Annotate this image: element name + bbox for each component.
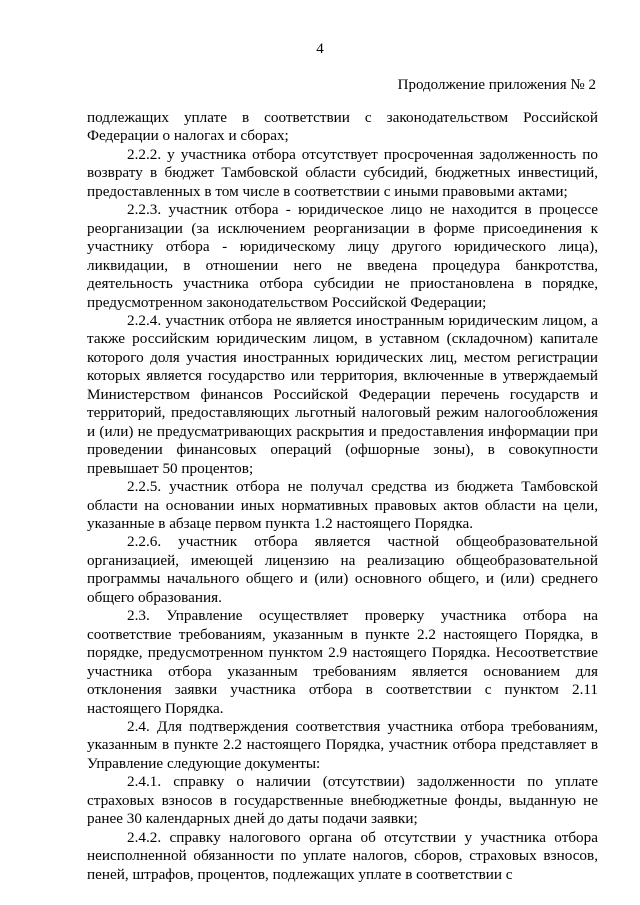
document-body <box>87 109 598 884</box>
page-number: 4 <box>316 41 324 57</box>
paragraph-2-2-2: 2.2.2. у участника отбора отсутствует просроченная задолженность по возврату в бюджет Тамбовской области субсидий, бюджетных инвестиций, предоставленных в том числе в соответствии с иными правовыми актами; <box>87 145 598 200</box>
paragraph-2-2-4: 2.2.4. участник отбора не является иностранным юридическим лицом, а также российским юридическим лицом, в уставном (складочном) капитале которого доля участия иностранных юридических лиц, местом регистрации которых является государство или территория, включенные в утверждаемый Министерством финансов Российской Федерации перечень государств и территорий, предоставляющих льготный налоговый режим налогообложения и (или) не предусматривающих раскрытия и предоставления информации при проведении финансовых операций (офшорные зоны), в совокупности превышает 50 процентов; <box>87 311 598 477</box>
appendix-continuation-header: Продолжение приложения № 2 <box>397 77 596 93</box>
paragraph-2-2-3: 2.2.3. участник отбора - юридическое лицо не находится в процессе реорганизации (за исключением реорганизации в форме присоединения к участнику отбора - юридическому лицу другого юридического лица), ликвидации, в отношении него не введена процедура банкротства, деятельность участника отбора субсидии не приостановлена в порядке, предусмотренном законодательством Российской Федерации; <box>87 201 598 311</box>
paragraph-2-3: 2.3. Управление осуществляет проверку участника отбора на соответствие требованиям, указанным в пункте 2.2 настоящего Порядка, в порядке, предусмотренном пунктом 2.9 настоящего Порядка. Несоответствие участника отбора указанным требованиям является основанием для отклонения заявки участника отбора в соответствии с пунктом 2.11 настоящего Порядка. <box>87 607 598 717</box>
paragraph-2-4-2: 2.4.2. справку налогового органа об отсутствии у участника отбора неисполненной обязанности по уплате налогов, сборов, страховых взносов, пеней, штрафов, процентов, подлежащих уплате в соответствии с <box>87 828 598 883</box>
paragraph-2-4: 2.4. Для подтверждения соответствия участника отбора требованиям, указанным в пункте 2.2 настоящего Порядка, участник отбора представляет в Управление следующие документы: <box>87 717 598 772</box>
paragraph-continuation: подлежащих уплате в соответствии с законодательством Российской Федерации о налогах и сборах; <box>87 109 598 145</box>
paragraph-2-4-1: 2.4.1. справку о наличии (отсутствии) задолженности по уплате страховых взносов в государственные внебюджетные фонды, выданную не ранее 30 календарных дней до даты подачи заявки; <box>87 773 598 828</box>
paragraph-2-2-6: 2.2.6. участник отбора является частной общеобразовательной организацией, имеющей лицензию на реализацию общеобразовательной программы начального общего и (или) основного общего, и (или) среднего общего образования. <box>87 533 598 606</box>
paragraph-2-2-5: 2.2.5. участник отбора не получал средства из бюджета Тамбовской области на основании иных нормативных правовых актов области на цели, указанные в абзаце первом пункта 1.2 настоящего Порядка. <box>87 478 598 532</box>
